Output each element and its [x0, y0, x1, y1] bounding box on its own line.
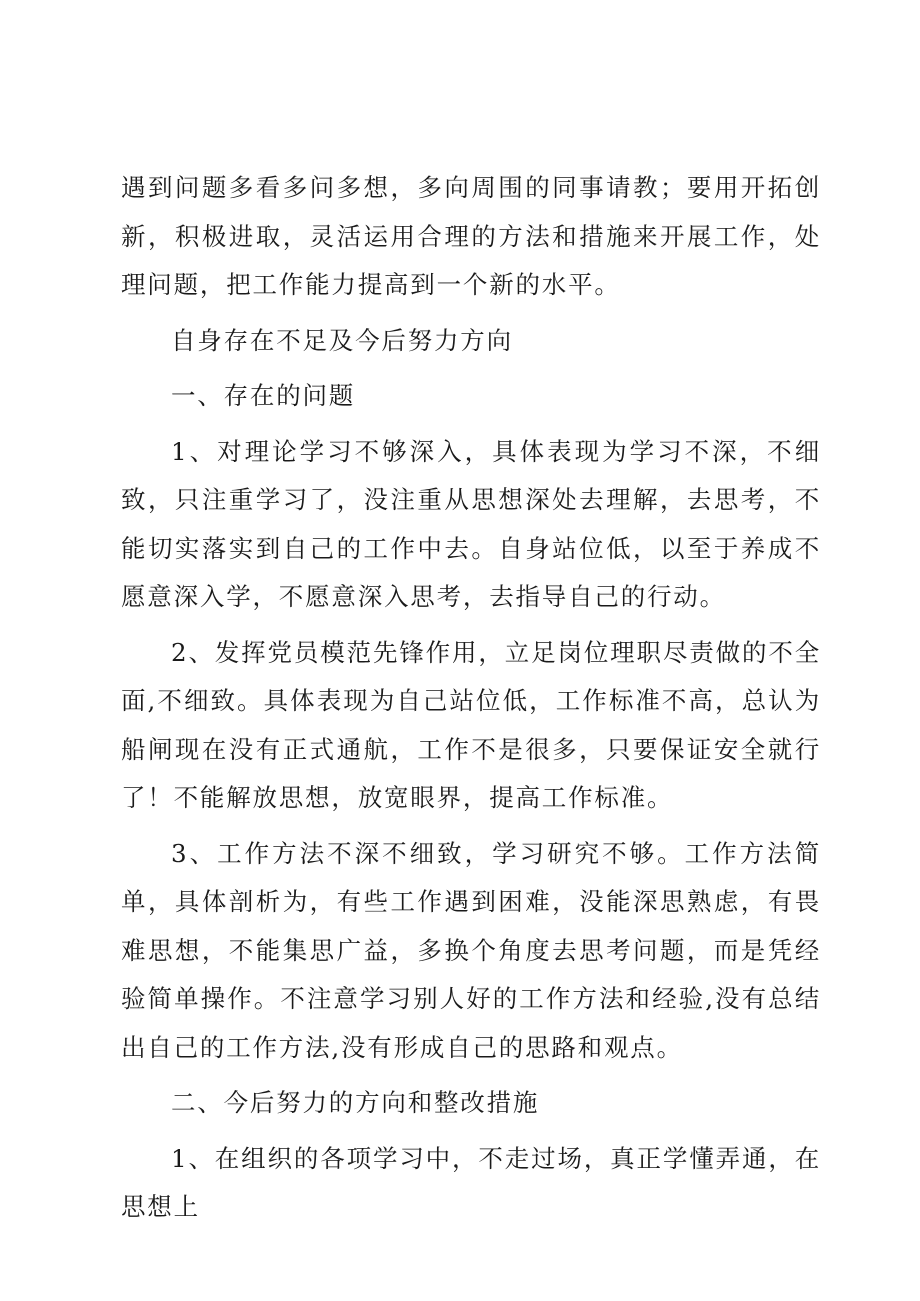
heading-directions: 二、今后努力的方向和整改措施 [171, 1088, 540, 1117]
heading-problems: 一、存在的问题 [171, 381, 356, 410]
paragraph-problem-2: 2、发挥党员模范先锋作用，立足岗位理职尽责做的不全面,不细致。具体表现为自己站位低，工作标准不高，总认为船闸现在没有正式通航，工作不是很多，只要保证安全就行了！不能解放思想，放宽眼界，提高工作标准。 [121, 637, 821, 812]
document-body [121, 164, 821, 1239]
paragraph-continuation: 遇到问题多看多问多想，多向周围的同事请教；要用开拓创新，积极进取，灵活运用合理的方法和措施来开展工作，处理问题，把工作能力提高到一个新的水平。 [121, 173, 821, 299]
paragraph-problem-3: 3、工作方法不深不细致，学习研究不够。工作方法简单，具体剖析为，有些工作遇到困难，没能深思熟虑，有畏难思想，不能集思广益，多换个角度去思考问题，而是凭经验简单操作。不注意学习别人好的工作方法和经验,没有总结出自己的工作方法,没有形成自己的思路和观点。 [121, 838, 821, 1062]
section-title: 自身存在不足及今后努力方向 [171, 325, 513, 355]
paragraph-direction-1: 1、在组织的各项学习中，不走过场，真正学懂弄通，在思想上 [121, 1143, 821, 1221]
paragraph-problem-1: 1、对理论学习不够深入，具体表现为学习不深，不细致，只注重学习了，没注重从思想深处去理解，去思考，不能切实落实到自己的工作中去。自身站位低，以至于养成不愿意深入学，不愿意深入思考，去指导自己的行动。 [121, 436, 821, 611]
